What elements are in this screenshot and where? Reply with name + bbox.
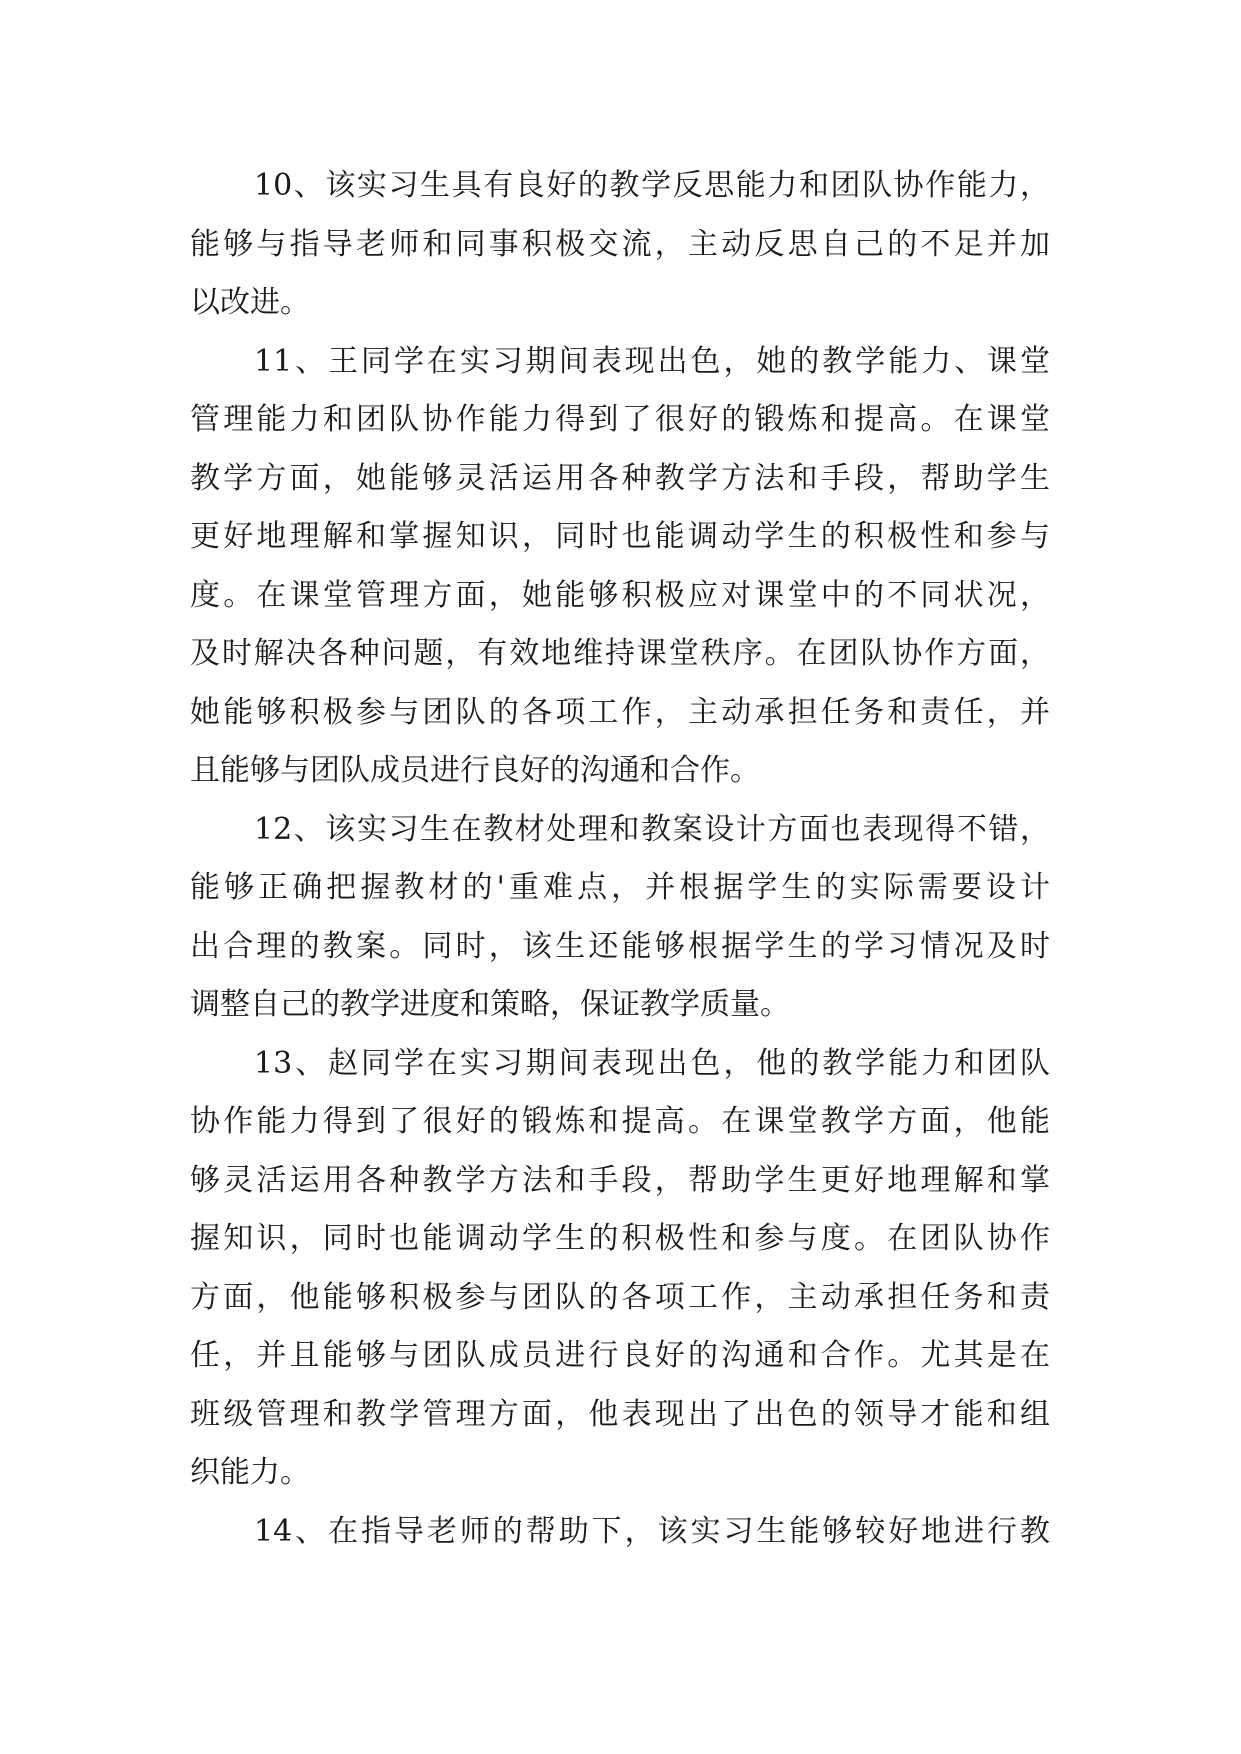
text-line: 方面，他能够积极参与团队的各项工作，主动承担任务和责 (190, 1279, 1050, 1315)
paragraph-10 (190, 157, 1050, 333)
text-line: 及时解决各种问题，有效地维持课堂秩序。在团队协作方面， (190, 636, 1050, 671)
text-line: 14、在指导老师的帮助下，该实习生能够较好地进行教 (254, 1513, 1050, 1549)
text-line: 且能够与团队成员进行良好的沟通和合作。 (190, 753, 760, 788)
text-line: 任，并且能够与团队成员进行良好的沟通和合作。尤其是在 (190, 1338, 1050, 1373)
text-line: 能够正确把握教材的'重难点，并根据学生的实际需要设计 (190, 870, 1050, 905)
text-line: 管理能力和团队协作能力得到了很好的锻炼和提高。在课堂 (190, 402, 1050, 437)
text-line: 10、该实习生具有良好的教学反思能力和团队协作能力， (254, 168, 1050, 203)
text-line: 协作能力得到了很好的锻炼和提高。在课堂教学方面，他能 (190, 1104, 1050, 1139)
paragraph-14 (190, 1503, 1050, 1562)
text-line: 能够与指导老师和同事积极交流，主动反思自己的不足并加 (190, 226, 1050, 262)
text-line: 教学方面，她能够灵活运用各种教学方法和手段，帮助学生 (190, 460, 1050, 496)
text-line: 度。在课堂管理方面，她能够积极应对课堂中的不同状况， (190, 577, 1050, 613)
text-line: 她能够积极参与团队的各项工作，主动承担任务和责任，并 (190, 694, 1050, 730)
text-line: 12、该实习生在教材处理和教案设计方面也表现得不错， (254, 811, 1050, 847)
text-line: 以改进。 (190, 285, 310, 320)
text-line: 13、赵同学在实习期间表现出色，他的教学能力和团队 (254, 1045, 1050, 1081)
text-line: 11、王同学在实习期间表现出色，她的教学能力、课堂 (254, 343, 1050, 379)
text-line: 调整自己的教学进度和策略，保证教学质量。 (190, 987, 790, 1022)
paragraph-12 (190, 801, 1050, 1035)
paragraph-11 (190, 333, 1050, 801)
text-line: 更好地理解和掌握知识，同时也能调动学生的积极性和参与 (190, 519, 1050, 554)
text-line: 班级管理和教学管理方面，他表现出了出色的领导才能和组 (190, 1396, 1050, 1432)
text-line: 织能力。 (190, 1455, 310, 1490)
document-body (190, 157, 1050, 1561)
paragraph-13 (190, 1035, 1050, 1503)
text-line: 握知识，同时也能调动学生的积极性和参与度。在团队协作 (190, 1221, 1050, 1256)
text-line: 出合理的教案。同时，该生还能够根据学生的学习情况及时 (190, 928, 1050, 964)
text-line: 够灵活运用各种教学方法和手段，帮助学生更好地理解和掌 (190, 1162, 1050, 1198)
